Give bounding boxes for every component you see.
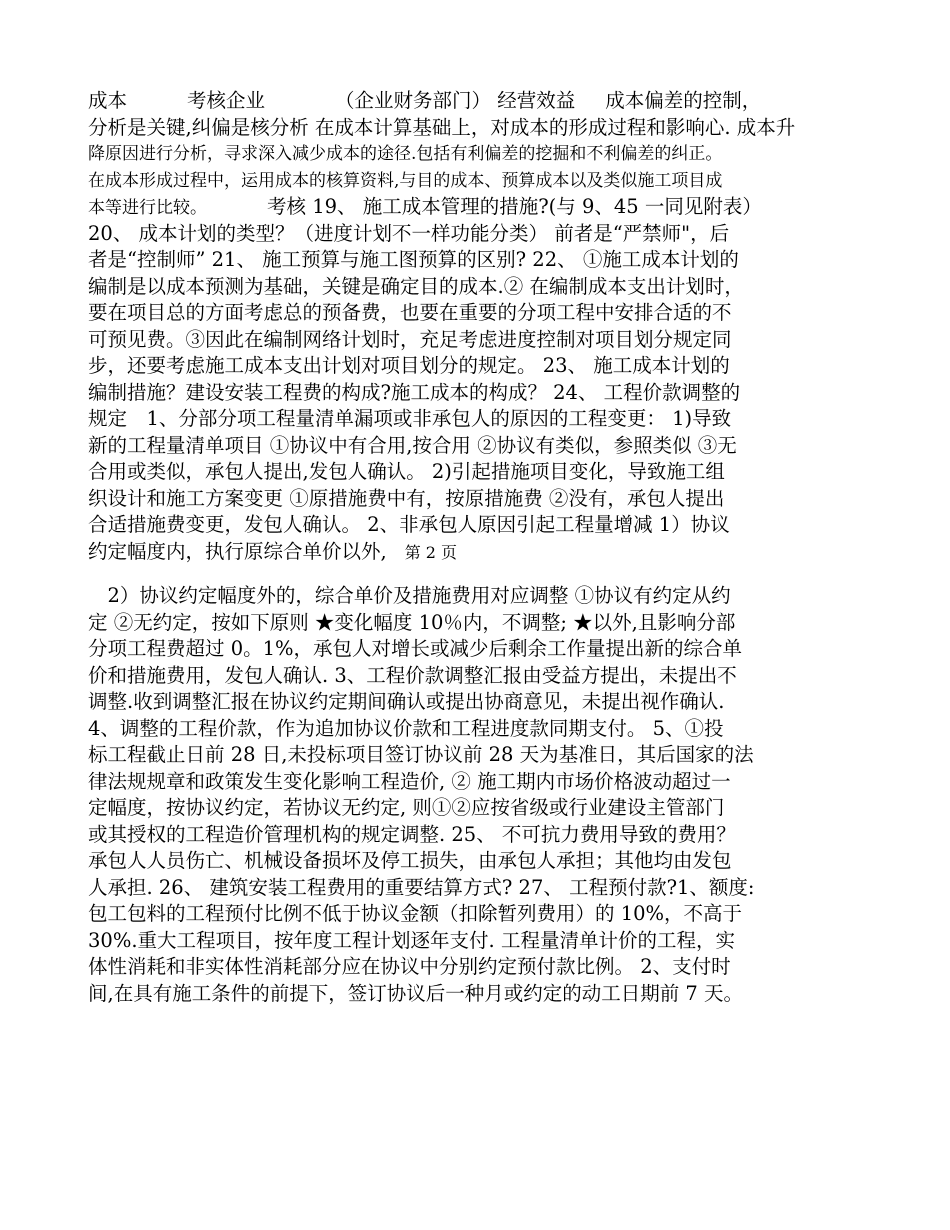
text-line-19: 定 ②无约定，按如下原则 ★变化幅度 10％内，不调整; ★以外,且影响分部 xyxy=(88,610,736,634)
text-line-11: 编制措施？建设安装工程费的构成?施工成本的构成？ 24、 工程价款调整的 xyxy=(88,380,741,404)
text-line-28: 承包人人员伤亡、机械设备损坏及停工损失，由承包人承担；其他均由发包 xyxy=(88,849,732,872)
text-line-6: 者是“控制师” 21、 施工预算与施工图预算的区别? 22、 ①施工成本计划的 xyxy=(88,248,739,271)
text-line-20: 分项工程费超过 0。1%，承包人对增长或减少后剩余工作量提出新的综合单 xyxy=(88,637,743,660)
text-line-10: 步，还要考虑施工成本支出计划对项目划分的规定。 23、 施工成本计划的 xyxy=(88,354,730,377)
header-part-1: 成本 xyxy=(88,89,128,112)
text-line-32: 体性消耗和非实体性消耗部分应在协议中分别约定预付款比例。 2、支付时 xyxy=(88,955,731,978)
text-line-18: 2）协议约定幅度外的，综合单价及措施费用对应调整 ①协议有约定从约 xyxy=(88,584,731,607)
header-part-4: 成本偏差的控制， xyxy=(605,89,762,112)
text-line-16: 合适措施费变更，发包人确认。 2、非承包人原因引起工程量增减 1）协议 xyxy=(88,513,730,536)
text-line-21: 价和措施费用，发包人确认. 3、工程价款调整汇报由受益方提出，未提出不 xyxy=(88,663,737,687)
text-line-2: 降原因进行分析，寻求深入减少成本的途径.包括有利偏差的挖掘和不利偏差的纠正。 xyxy=(88,144,723,164)
text-line-8: 要在项目总的方面考虑总的预备费，也要在重要的分项工程中安排合适的不 xyxy=(88,301,732,324)
text-line-33: 间,在具有施工条件的前提下，签订协议后一种月或约定的动工日期前 7 天。 xyxy=(88,981,744,1005)
text-line-4-tail: 考核 19、 施工成本管理的措施?(与 9、45 一同见附表） xyxy=(267,195,762,218)
text-line-14: 合用或类似，承包人提出,发包人确认。 2)引起措施项目变化，导致施工组 xyxy=(88,460,725,483)
text-line-13: 新的工程量清单项目 ①协议中有合用,按合用 ②协议有类似，参照类似 ③无 xyxy=(88,433,737,457)
header-part-3: （企业财务部门） 经营效益 xyxy=(335,89,576,112)
text-line-5: 20、 成本计划的类型？（进度计划不一样功能分类） 前者是“严禁师"，后 xyxy=(88,221,730,245)
text-line-7: 编制是以成本预测为基础，关键是确定目的成本.② 在编制成本支出计划时， xyxy=(88,274,744,298)
text-line-3: 在成本形成过程中，运用成本的核算资料,与目的成本、预算成本以及类似施工项目成 xyxy=(88,170,723,191)
text-line-4-start: 本等进行比较。 xyxy=(88,198,207,218)
text-line-24: 标工程截止日前 28 日,未投标项目签订协议前 28 天为基准日，其后国家的法 xyxy=(88,743,754,766)
header-line xyxy=(88,88,863,115)
text-line-4 xyxy=(88,194,863,221)
header-part-2: 考核企业 xyxy=(187,89,266,112)
text-line-26: 定幅度，按协议约定，若协议无约定, 则①②应按省级或行业建设主管部门 xyxy=(88,796,725,819)
text-line-23: 4、调整的工程价款，作为追加协议价款和工程进度款同期支付。 5、①投 xyxy=(88,716,724,740)
text-line-17 xyxy=(88,539,863,566)
document-page xyxy=(88,88,863,1007)
text-line-25: 律法规规章和政策发生变化影响工程造价, ② 施工期内市场价格波动超过一 xyxy=(88,769,731,793)
text-line-15: 织设计和施工方案变更 ①原措施费中有，按原措施费 ②没有，承包人提出 xyxy=(88,486,725,510)
text-line-9: 可预见费。③因此在编制网络计划时，充足考虑进度控制对项目划分规定同 xyxy=(88,327,732,351)
text-line-30: 包工包料的工程预付比例不低于协议金额（扣除暂列费用）的 10%，不高于 xyxy=(88,902,743,925)
text-line-27: 或其授权的工程造价管理机构的规定调整. 25、 不可抗力费用导致的费用？ xyxy=(88,822,736,846)
page-number: 第 2 页 xyxy=(404,542,458,562)
text-line-17-text: 约定幅度内，执行原综合单价以外, xyxy=(88,539,387,563)
text-line-29: 人承担. 26、 建筑安装工程费用的重要结算方式? 27、 工程预付款?1、额度: xyxy=(88,875,755,899)
text-line-12: 规定 1、分部分项工程量清单漏项或非承包人的原因的工程变更： 1)导致 xyxy=(88,407,732,430)
text-line-1: 分析是关键,纠偏是核分析 在成本计算基础上，对成本的形成过程和影响心. 成本升 xyxy=(88,115,796,139)
text-line-22: 调整.收到调整汇报在协议约定期间确认或提出协商意见，未提出视作确认. xyxy=(88,690,725,713)
text-line-31: 30%.重大工程项目，按年度工程计划逐年支付. 工程量清单计价的工程，实 xyxy=(88,928,735,952)
